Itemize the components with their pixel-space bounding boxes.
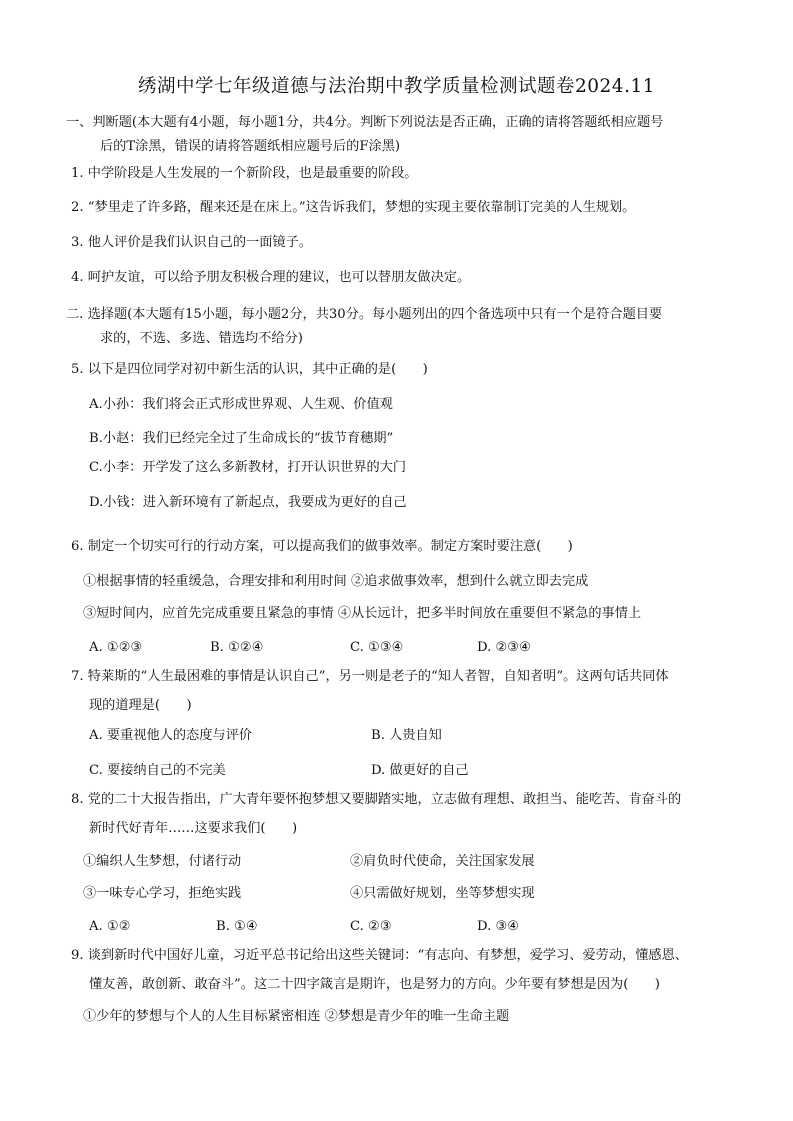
- q8-choice-d: D. ③④: [477, 919, 520, 934]
- section2-instructions-line2: 求的，不选、多选、错选均不给分): [100, 331, 303, 346]
- q5-option-d: D.小钱：进入新环境有了新起点，我要成为更好的自己: [89, 495, 407, 510]
- q8-item-4: ④只需做好规划，坐等梦想实现: [350, 886, 535, 901]
- tf-question-1: 1. 中学阶段是人生发展的一个新阶段，也是最重要的阶段。: [71, 166, 418, 181]
- q8-items-row2: [0, 885, 793, 903]
- q8-choice-c: C. ②③: [350, 919, 392, 934]
- q9-items-line1: ①少年的梦想与个人的人生目标紧密相连 ②梦想是青少年的唯一生命主题: [83, 1009, 510, 1024]
- section2-instructions-line1: 二. 选择题(本大题有15小题，每小题2分，共30分。每小题列出的四个备选项中只有一个是符合题目要: [66, 307, 663, 322]
- q6-choice-b: B. ①②④: [210, 640, 264, 655]
- tf-question-2: 2. “梦里走了许多路，醒来还是在床上。”这告诉我们，梦想的实现主要依靠制订完美的人生规划。: [71, 200, 636, 215]
- section1-instructions-line1: 一、判断题(本大题有4小题，每小题1分，共4分。判断下列说法是否正确，正确的请将答题纸相应题号: [66, 115, 664, 130]
- q6-choice-d: D. ②③④: [477, 640, 531, 655]
- q8-item-1: ①编织人生梦想，付诸行动: [83, 854, 242, 869]
- q7-choice-b: B. 人贵自知: [371, 728, 442, 743]
- q6-choice-a: A. ①②③: [89, 640, 143, 655]
- q5-option-a: A.小孙：我们将会正式形成世界观、人生观、价值观: [89, 397, 393, 412]
- q6-stem: 6. 制定一个切实可行的行动方案，可以提高我们的做事效率。制定方案时要注意( ): [71, 539, 573, 554]
- section1-instructions-line2: 后的T涂黑，错误的请将答题纸相应题号后的F涂黑): [100, 139, 401, 154]
- q9-stem-line2: 懂友善，敢创新、敢奋斗”。这二十四字箴言是期许，也是努力的方向。少年要有梦想是因为( ): [89, 977, 660, 992]
- q8-choice-a: A. ①②: [89, 919, 131, 934]
- q6-choice-c: C. ①③④: [350, 640, 404, 655]
- q8-choices: [0, 918, 793, 936]
- q7-stem-line2: 现的道理是( ): [89, 698, 192, 713]
- q8-items-row1: [0, 853, 793, 871]
- q5-stem: 5. 以下是四位同学对初中新生活的认识，其中正确的是( ): [71, 362, 428, 377]
- q5-option-c: C.小李：开学发了这么多新教材，打开认识世界的大门: [89, 460, 407, 475]
- page-title: 绣湖中学七年级道德与法治期中教学质量检测试题卷2024.11: [137, 76, 655, 97]
- q6-items-line2: ③短时间内，应首先完成重要且紧急的事情 ④从长远计，把多半时间放在重要但不紧急的事情上: [83, 606, 642, 621]
- q7-choice-d: D. 做更好的自己: [371, 763, 469, 778]
- q8-choice-b: B. ①④: [216, 919, 258, 934]
- tf-question-4: 4. 呵护友谊，可以给予朋友积极合理的建议，也可以替朋友做决定。: [71, 270, 471, 285]
- q8-item-2: ②肩负时代使命，关注国家发展: [350, 854, 535, 869]
- q7-choice-a: A. 要重视他人的态度与评价: [89, 728, 252, 743]
- q7-choice-c: C. 要接纳自己的不完美: [89, 763, 226, 778]
- q6-items-line1: ①根据事情的轻重缓急，合理安排和利用时间 ②追求做事效率，想到什么就立即去完成: [83, 574, 589, 589]
- q8-stem-line1: 8. 党的二十大报告指出，广大青年要怀抱梦想又要脚踏实地，立志做有理想、敢担当、能吃苦、肯奋斗的: [71, 792, 682, 807]
- q6-choices: [0, 639, 793, 657]
- q8-item-3: ③一味专心学习，拒绝实践: [83, 886, 242, 901]
- q5-option-b: B.小赵：我们已经完全过了生命成长的“拔节育穗期”: [89, 431, 394, 446]
- tf-question-3: 3. 他人评价是我们认识自己的一面镜子。: [71, 235, 312, 250]
- q7-choices-row1: [0, 727, 793, 745]
- q8-stem-line2: 新时代好青年……这要求我们( ): [89, 821, 298, 836]
- q7-stem-line1: 7. 特莱斯的“人生最困难的事情是认识自己”，另一则是老子的“知人者智，自知者明”。这两句话共同体: [71, 669, 669, 684]
- q9-stem-line1: 9. 谈到新时代中国好儿童，习近平总书记给出这些关键词：“有志向、有梦想，爱学习、爱劳动，懂感恩、: [71, 948, 688, 963]
- q7-choices-row2: [0, 762, 793, 780]
